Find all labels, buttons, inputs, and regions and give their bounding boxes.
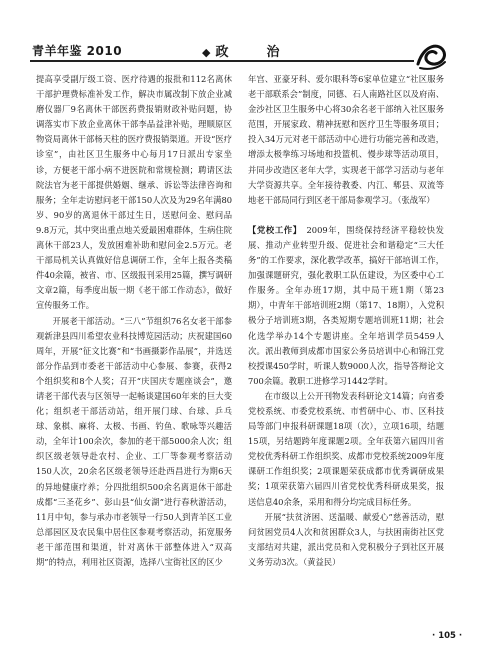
left-paragraph-2: 开展老干部活动。“三八”节组织76名女老干部参观新津县四川希望农业科技博览园活动；庆祝建国60周年，开展“征文比赛”和“书画摄影作品展”，并选送部分作品到市委老干部活动中心参展、参赛，获得2个组织奖和8个人奖；召开“庆国庆专题座谈会”，邀请老干部代表与区领导一起畅谈建国60年来的巨大变化；组织老干部活动站，组开展门球、台球、乒乓球、象棋、麻将、太极、书画、钓鱼、歌咏等兴趣活动，全年计100余次，参加的老干部5000余人次；组织区级老领导赴农村、企业、工厂等参观考察活动150人次，20余名区级老领导还赴西昌进行为期6天的异地健康疗养；分四批组织500余名离退休干部赴成都“三圣花乡”、彭山县“仙女湖”进行春秋游活动，11月中旬，参与承办市老领导一行50人到青羊区工业总部园区及农民集中居住区参观考察活动，拓宽服务老干部范围和渠道，针对离休干部整体进入“双高期”的特点，利用社区资源，选择八宝街社区的区少 xyxy=(36,315,232,567)
right-paragraph-1: 年宫、亚豪牙科、爱尔眼科等6家单位建立“社区服务老干部联系会”制度，同德、石人南路社区以及府南、金沙社区卫生服务中心将30余名老干部纳入社区服务范围，开展家政、精神抚慰和医疗卫生等服务项目；投入34万元对老干部活动中心进行功能完善和改造，增添太极拳练习场地和投篮机、慢步球等活动项目，并同步改造区老年大学，实现老干部学习活动与老年大学资源共享。全年接待教委、内江、郫县、双流等地老干部局同行到区老干部局参观学习。（张战军） xyxy=(248,74,444,205)
party-school-paragraph xyxy=(248,223,444,389)
section-char-2: 治 xyxy=(266,45,282,60)
right-paragraph-4: 开展“扶贫济困、送温暖、献爱心”慈善活动，慰问贫困党员4人次和贫困群众3人，与扶困南街社区党支部结对共建，派出党员和入党积极分子到社区开展义务劳动3次。（黄益民） xyxy=(248,511,444,567)
page-number: · 105 · xyxy=(432,631,463,641)
right-column xyxy=(248,72,444,570)
left-column xyxy=(36,72,232,570)
header-rule xyxy=(30,60,414,62)
left-paragraph-1: 提高享受副厅级工资、医疗待遇的报批和112名离休干部护理费标准补发工作，解决市属改制下放企业减磨仪器厂9名离休干部医药费报销财政补贴问题，协调落实市下放企业离休干部李品益津补贴，理顺原区物资局离休干部杨天柱的医疗费报销渠道。开设“医疗诊室”，由社区卫生服务中心每月17日派出专家坐诊，方便老干部小病不进医院和常规检测；聘请区法院法官为老干部提供婚姻、继承、诉讼等法律咨询和服务；全年走访慰问老干部150人次及为29名年满80岁、90岁的离退休干部过生日，送慰问金、慰问品9.8万元，其中突出重点地关爱最困难群体，生病住院离休干部23人，发放困难补助和慰问金2.5万元。老干部局机关认真做好信息调研工作，全年上报各类稿件40余篇，被省、市、区级报刊采用25篇，撰写调研文章2篇，每季度出版一期《老干部工作动态》，做好宣传服务工作。 xyxy=(36,74,232,311)
section-bullet-icon: ◆ xyxy=(202,46,213,59)
page-header xyxy=(0,0,480,72)
section-title xyxy=(202,41,282,60)
section-char-1: 政 xyxy=(215,45,231,60)
yearbook-logo-icon xyxy=(414,40,448,72)
party-school-text: 2009年，围绕保持经济平稳较快发展、推动产业转型升级、促进社会和谐稳定“三大任务”的工作要求，深化教学改革，搞好干部培训工作，加强课题研究，强化教职工队伍建设，为区委中心工作服务。全年办班17期，其中局干班1期（第23期），中青年干部培训班2期（第17、18期），入党积极分子培训班3期，各类短期专题培训班11期；社会化选学举办14个专题讲座。全年培训学员5459人次。派出教师到成都市国家公务员培训中心和锦江党校授课450学时，听课人数9000人次，指导答辩论文700余篇。教职工进修学习1442学时。 xyxy=(248,224,444,386)
section-heading: 【党校工作】 xyxy=(248,224,298,235)
yearbook-title: 青羊年鉴 2010 xyxy=(32,44,123,58)
right-paragraph-3: 在市级以上公开刊物发表科研论文14篇；向省委党校系统、市委党校系统、市哲研中心、市、区科技局等部门申报科研课题18项（次），立项16项，结题15项，另结题跨年度课题2项。全年获第六届四川省党校优秀科研工作组织奖、成都市党校系统2009年度课研工作组织奖；2项课题荣获成都市优秀调研成果奖；1项荣获第六届四川省党校优秀科研成果奖，报送信息40余条，采用和得分均完成目标任务。 xyxy=(248,390,444,507)
